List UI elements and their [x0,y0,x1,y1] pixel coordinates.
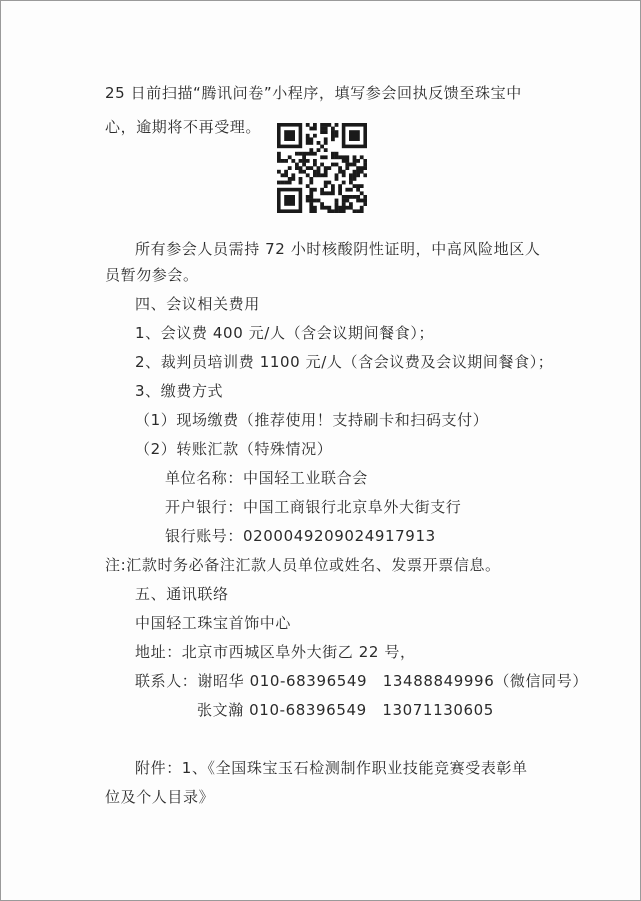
address-line: 地址：北京市西城区阜外大街乙 22 号， [135,643,416,661]
section-heading-contact: 五、通讯联络 [135,585,229,603]
contact-person-1: 联系人：谢昭华 010-68396549 13488849996（微信同号） [135,672,588,690]
payment-option-2: （2）转账汇款（特殊情况） [135,440,333,458]
account-name: 单位名称：中国轻工业联合会 [165,469,368,487]
fee-item-3: 3、缴费方式 [135,382,224,400]
fee-item-1: 1、会议费 400 元/人（含会议期间餐食）； [135,324,435,342]
attachment-line-2: 位及个人目录》 [105,788,215,806]
text-line-1: 25 日前扫描“腾讯问卷”小程序，填写参会回执反馈至珠宝中 [105,84,522,102]
qr-code-icon [277,123,367,213]
remittance-note: 注:汇款时务必备注汇款人员单位或姓名、发票开票信息。 [105,556,501,574]
attachment-line-1: 附件：1、《全国珠宝玉石检测制作职业技能竞赛受表彰单 [135,759,528,777]
section-heading-fees: 四、会议相关费用 [135,295,260,313]
text-line-2: 心，逾期将不再受理。 [105,118,262,136]
text-line-4: 员暂勿参会。 [105,266,199,284]
contact-person-2: 张文瀚 010-68396549 13071130605 [197,701,494,719]
organization-name: 中国轻工珠宝首饰中心 [135,614,292,632]
payment-option-1: （1）现场缴费（推荐使用！支持刷卡和扫码支付） [135,411,489,429]
fee-item-2: 2、裁判员培训费 1100 元/人（含会议费及会议期间餐食）； [135,353,554,371]
account-bank: 开户银行：中国工商银行北京阜外大街支行 [165,498,462,516]
account-number: 银行账号：0200049209024917913 [165,527,436,545]
text-line-3: 所有参会人员需持 72 小时核酸阴性证明，中高风险地区人 [135,240,541,258]
